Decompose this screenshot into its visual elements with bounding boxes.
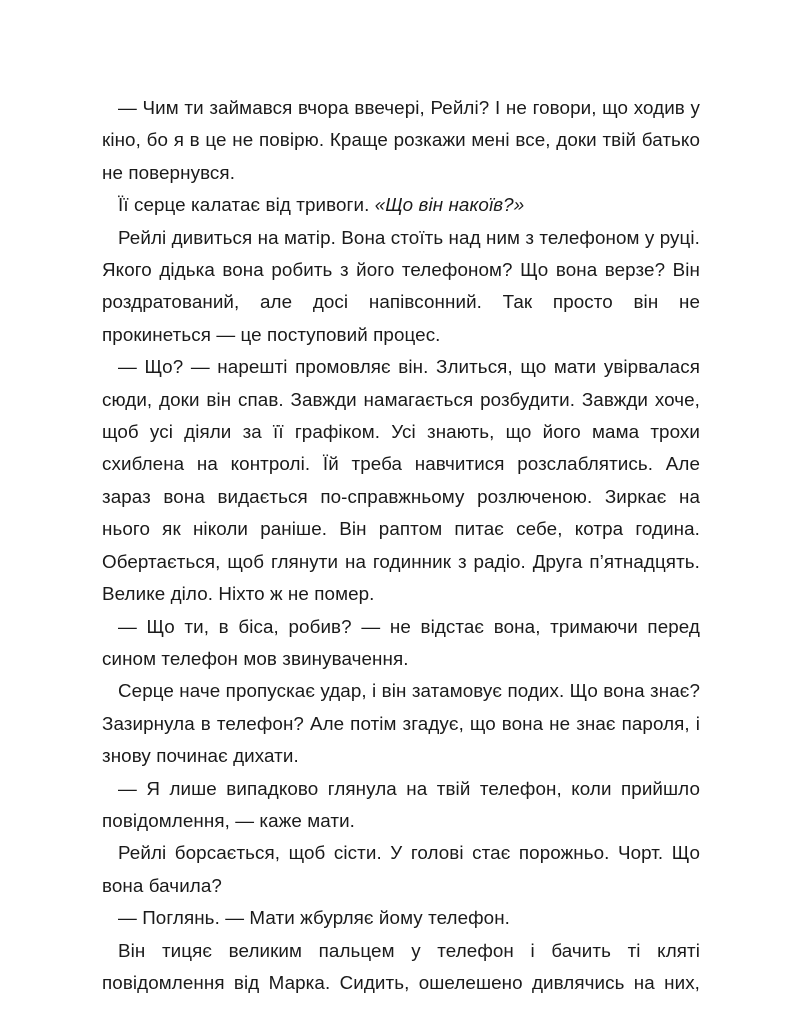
paragraph-continued bbox=[102, 935, 700, 1000]
italic-thought: «Що він накоїв?» bbox=[374, 194, 525, 216]
paragraph-text: — Поглянь. — Мати жбурляє йому телефон. bbox=[118, 907, 511, 929]
paragraph bbox=[102, 837, 700, 902]
paragraph-text: Серце наче пропускає удар, і він затамовує подих. Що вона знає? Зазирнула в телефон? Але потім згадує, що вона не знає пароля, і знову починає дихати. bbox=[102, 680, 700, 767]
paragraph-text: — Я лише випадково глянула на твій телефон, коли прийшло повідомлення, — каже мати. bbox=[102, 777, 700, 831]
paragraph bbox=[102, 773, 700, 838]
paragraph-text: Її серце калатає від тривоги. bbox=[118, 194, 375, 216]
paragraph-text: — Що? — нарешті промовляє він. Злиться, що мати увірвалася сюди, доки він спав. Завжди намагається розбудити. Завжди хоче, щоб усі діяли за її графіком. Усі знають, що його мама трохи схиблена на контролі. Їй треба навчитися розслаблятись. Але зараз вона видається по-справжньому розлюченою. Зиркає на нього як ніколи раніше. Він раптом питає себе, котра година. Обертається, щоб глянути на годинник з радіо. Друга п’ятнадцять. Велике діло. Ніхто ж не помер. bbox=[102, 356, 700, 605]
paragraph-text: Рейлі дивиться на матір. Вона стоїть над ним з телефоном у руці. Якого дідька вона робить з його телефоном? Що вона верзе? Він роздратований, але досі напівсонний. Так просто він не прокинеться — це поступовий процес. bbox=[102, 226, 700, 345]
paragraph bbox=[102, 222, 700, 352]
paragraph bbox=[102, 92, 700, 189]
paragraph-text: — Чим ти займався вчора ввечері, Рейлі? І не говори, що ходив у кіно, бо я в це не повірю. Краще розкажи мені все, доки твій батько не повернувся. bbox=[102, 97, 700, 183]
paragraph bbox=[102, 675, 700, 772]
page-text bbox=[102, 92, 700, 999]
paragraph bbox=[102, 902, 700, 934]
paragraph bbox=[102, 611, 700, 676]
paragraph-text: Рейлі борсається, щоб сісти. У голові стає порожньо. Чорт. Що вона бачила? bbox=[102, 842, 700, 896]
paragraph bbox=[102, 351, 700, 610]
paragraph bbox=[102, 189, 700, 221]
paragraph-text: Він тицяє великим пальцем у телефон і бачить ті кляті повідомлення від Марка. Сидить, ошелешено дивлячись на них, bbox=[102, 939, 700, 993]
paragraph-text: — Що ти, в біса, робив? — не відстає вона, тримаючи перед сином телефон мов звинувачення. bbox=[102, 615, 700, 669]
